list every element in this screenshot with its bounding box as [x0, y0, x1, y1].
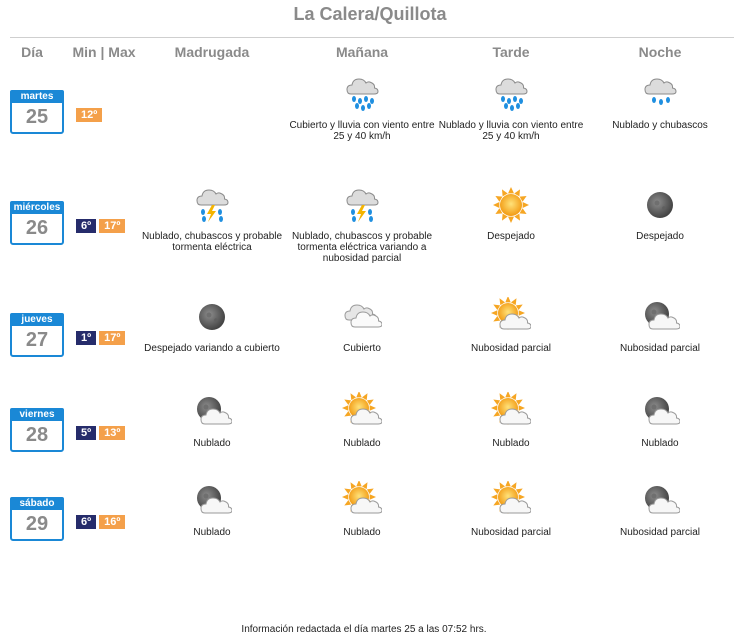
forecast-description: Nublado	[193, 527, 231, 538]
temperature-range	[76, 219, 125, 233]
header-noche: Noche	[638, 44, 682, 60]
moon-cloud-icon	[640, 297, 680, 337]
calendar-icon	[10, 408, 64, 452]
forecast-description: Cubierto y lluvia con viento entre 25 y 40 km/h	[289, 120, 435, 142]
forecast-description: Nublado, chubascos y probable tormenta eléctrica	[141, 231, 283, 253]
forecast-cell-manana	[287, 392, 437, 449]
date-number: 27	[25, 329, 49, 351]
forecast-cell-noche	[585, 185, 735, 242]
cloud-rain-icon	[491, 74, 531, 114]
calendar-icon	[10, 497, 64, 541]
forecast-description: Nubosidad parcial	[470, 527, 552, 538]
forecast-cell-madrugada	[137, 392, 287, 449]
temperature-range	[76, 331, 125, 345]
max-temp-badge: 12º	[76, 108, 102, 122]
header-divider	[10, 37, 734, 38]
day-row	[0, 199, 756, 299]
day-row	[0, 88, 756, 188]
sun-cloud-icon	[342, 392, 382, 432]
header-minmax: Min | Max	[72, 44, 136, 60]
weekday-label: viernes	[10, 408, 64, 421]
temperature-range	[76, 426, 125, 440]
forecast-cell-noche	[585, 297, 735, 354]
footer-note: Información redactada el día martes 25 a las 07:52 hrs.	[241, 624, 487, 635]
forecast-description: Nublado y chubascos	[612, 120, 708, 131]
cloud-icon	[342, 297, 382, 337]
forecast-description: Despejado variando a cubierto	[144, 343, 280, 354]
sun-cloud-icon	[491, 392, 531, 432]
header-day: Día	[21, 44, 43, 60]
moon-cloud-icon	[192, 392, 232, 432]
forecast-cell-tarde	[436, 297, 586, 354]
forecast-description: Nublado	[343, 438, 381, 449]
forecast-cell-tarde	[436, 392, 586, 449]
forecast-description: Nublado	[641, 438, 679, 449]
max-temp-badge: 16º	[99, 515, 125, 529]
sun-icon	[491, 185, 531, 225]
cloud-showers-icon	[640, 74, 680, 114]
weekday-label: miércoles	[10, 201, 64, 214]
sun-cloud-icon	[342, 481, 382, 521]
forecast-description: Despejado	[487, 231, 535, 242]
day-row	[0, 495, 756, 595]
max-temp-badge: 17º	[99, 219, 125, 233]
page-title: La Calera/Quillota	[293, 4, 447, 24]
forecast-cell-tarde	[436, 185, 586, 242]
moon-icon	[640, 185, 680, 225]
forecast-description: Nublado y lluvia con viento entre 25 y 40 km/h	[438, 120, 584, 142]
forecast-description: Nublado, chubascos y probable tormenta eléctrica variando a nubosidad parcial	[291, 231, 433, 264]
calendar-icon	[10, 90, 64, 134]
forecast-description: Nublado	[343, 527, 381, 538]
moon-cloud-icon	[640, 392, 680, 432]
forecast-description: Despejado	[636, 231, 684, 242]
calendar-icon	[10, 313, 64, 357]
forecast-description: Cubierto	[343, 343, 381, 354]
sun-cloud-icon	[491, 481, 531, 521]
temperature-range	[76, 515, 125, 529]
forecast-cell-madrugada	[137, 481, 287, 538]
forecast-cell-madrugada	[137, 297, 287, 354]
calendar-icon	[10, 201, 64, 245]
weekday-label: jueves	[10, 313, 64, 326]
min-temp-badge: 5º	[76, 426, 96, 440]
cloud-storm-icon	[192, 185, 232, 225]
forecast-cell-manana	[287, 297, 437, 354]
temperature-range	[76, 108, 102, 122]
sun-cloud-icon	[491, 297, 531, 337]
moon-icon	[192, 297, 232, 337]
min-temp-badge: 1º	[76, 331, 96, 345]
forecast-cell-noche	[585, 74, 735, 131]
min-temp-badge: 6º	[76, 515, 96, 529]
forecast-cell-manana	[287, 74, 437, 142]
weekday-label: martes	[10, 90, 64, 103]
moon-cloud-icon	[640, 481, 680, 521]
date-number: 29	[25, 513, 49, 535]
max-temp-badge: 17º	[99, 331, 125, 345]
header-madrugada: Madrugada	[174, 44, 250, 60]
forecast-description: Nubosidad parcial	[619, 527, 701, 538]
forecast-description: Nubosidad parcial	[619, 343, 701, 354]
weekday-label: sábado	[10, 497, 64, 510]
cloud-storm-icon	[342, 185, 382, 225]
forecast-description: Nublado	[492, 438, 530, 449]
forecast-cell-manana	[287, 185, 437, 264]
forecast-cell-manana	[287, 481, 437, 538]
forecast-cell-tarde	[436, 74, 586, 142]
header-tarde: Tarde	[492, 44, 530, 60]
cloud-rain-icon	[342, 74, 382, 114]
forecast-description: Nublado	[193, 438, 231, 449]
min-temp-badge: 6º	[76, 219, 96, 233]
max-temp-badge: 13º	[99, 426, 125, 440]
forecast-cell-noche	[585, 481, 735, 538]
date-number: 25	[25, 106, 49, 128]
moon-cloud-icon	[192, 481, 232, 521]
date-number: 26	[25, 217, 49, 239]
date-number: 28	[25, 424, 49, 446]
forecast-cell-madrugada	[137, 185, 287, 253]
forecast-description: Nubosidad parcial	[470, 343, 552, 354]
forecast-cell-noche	[585, 392, 735, 449]
forecast-cell-tarde	[436, 481, 586, 538]
header-manana: Mañana	[335, 44, 389, 60]
